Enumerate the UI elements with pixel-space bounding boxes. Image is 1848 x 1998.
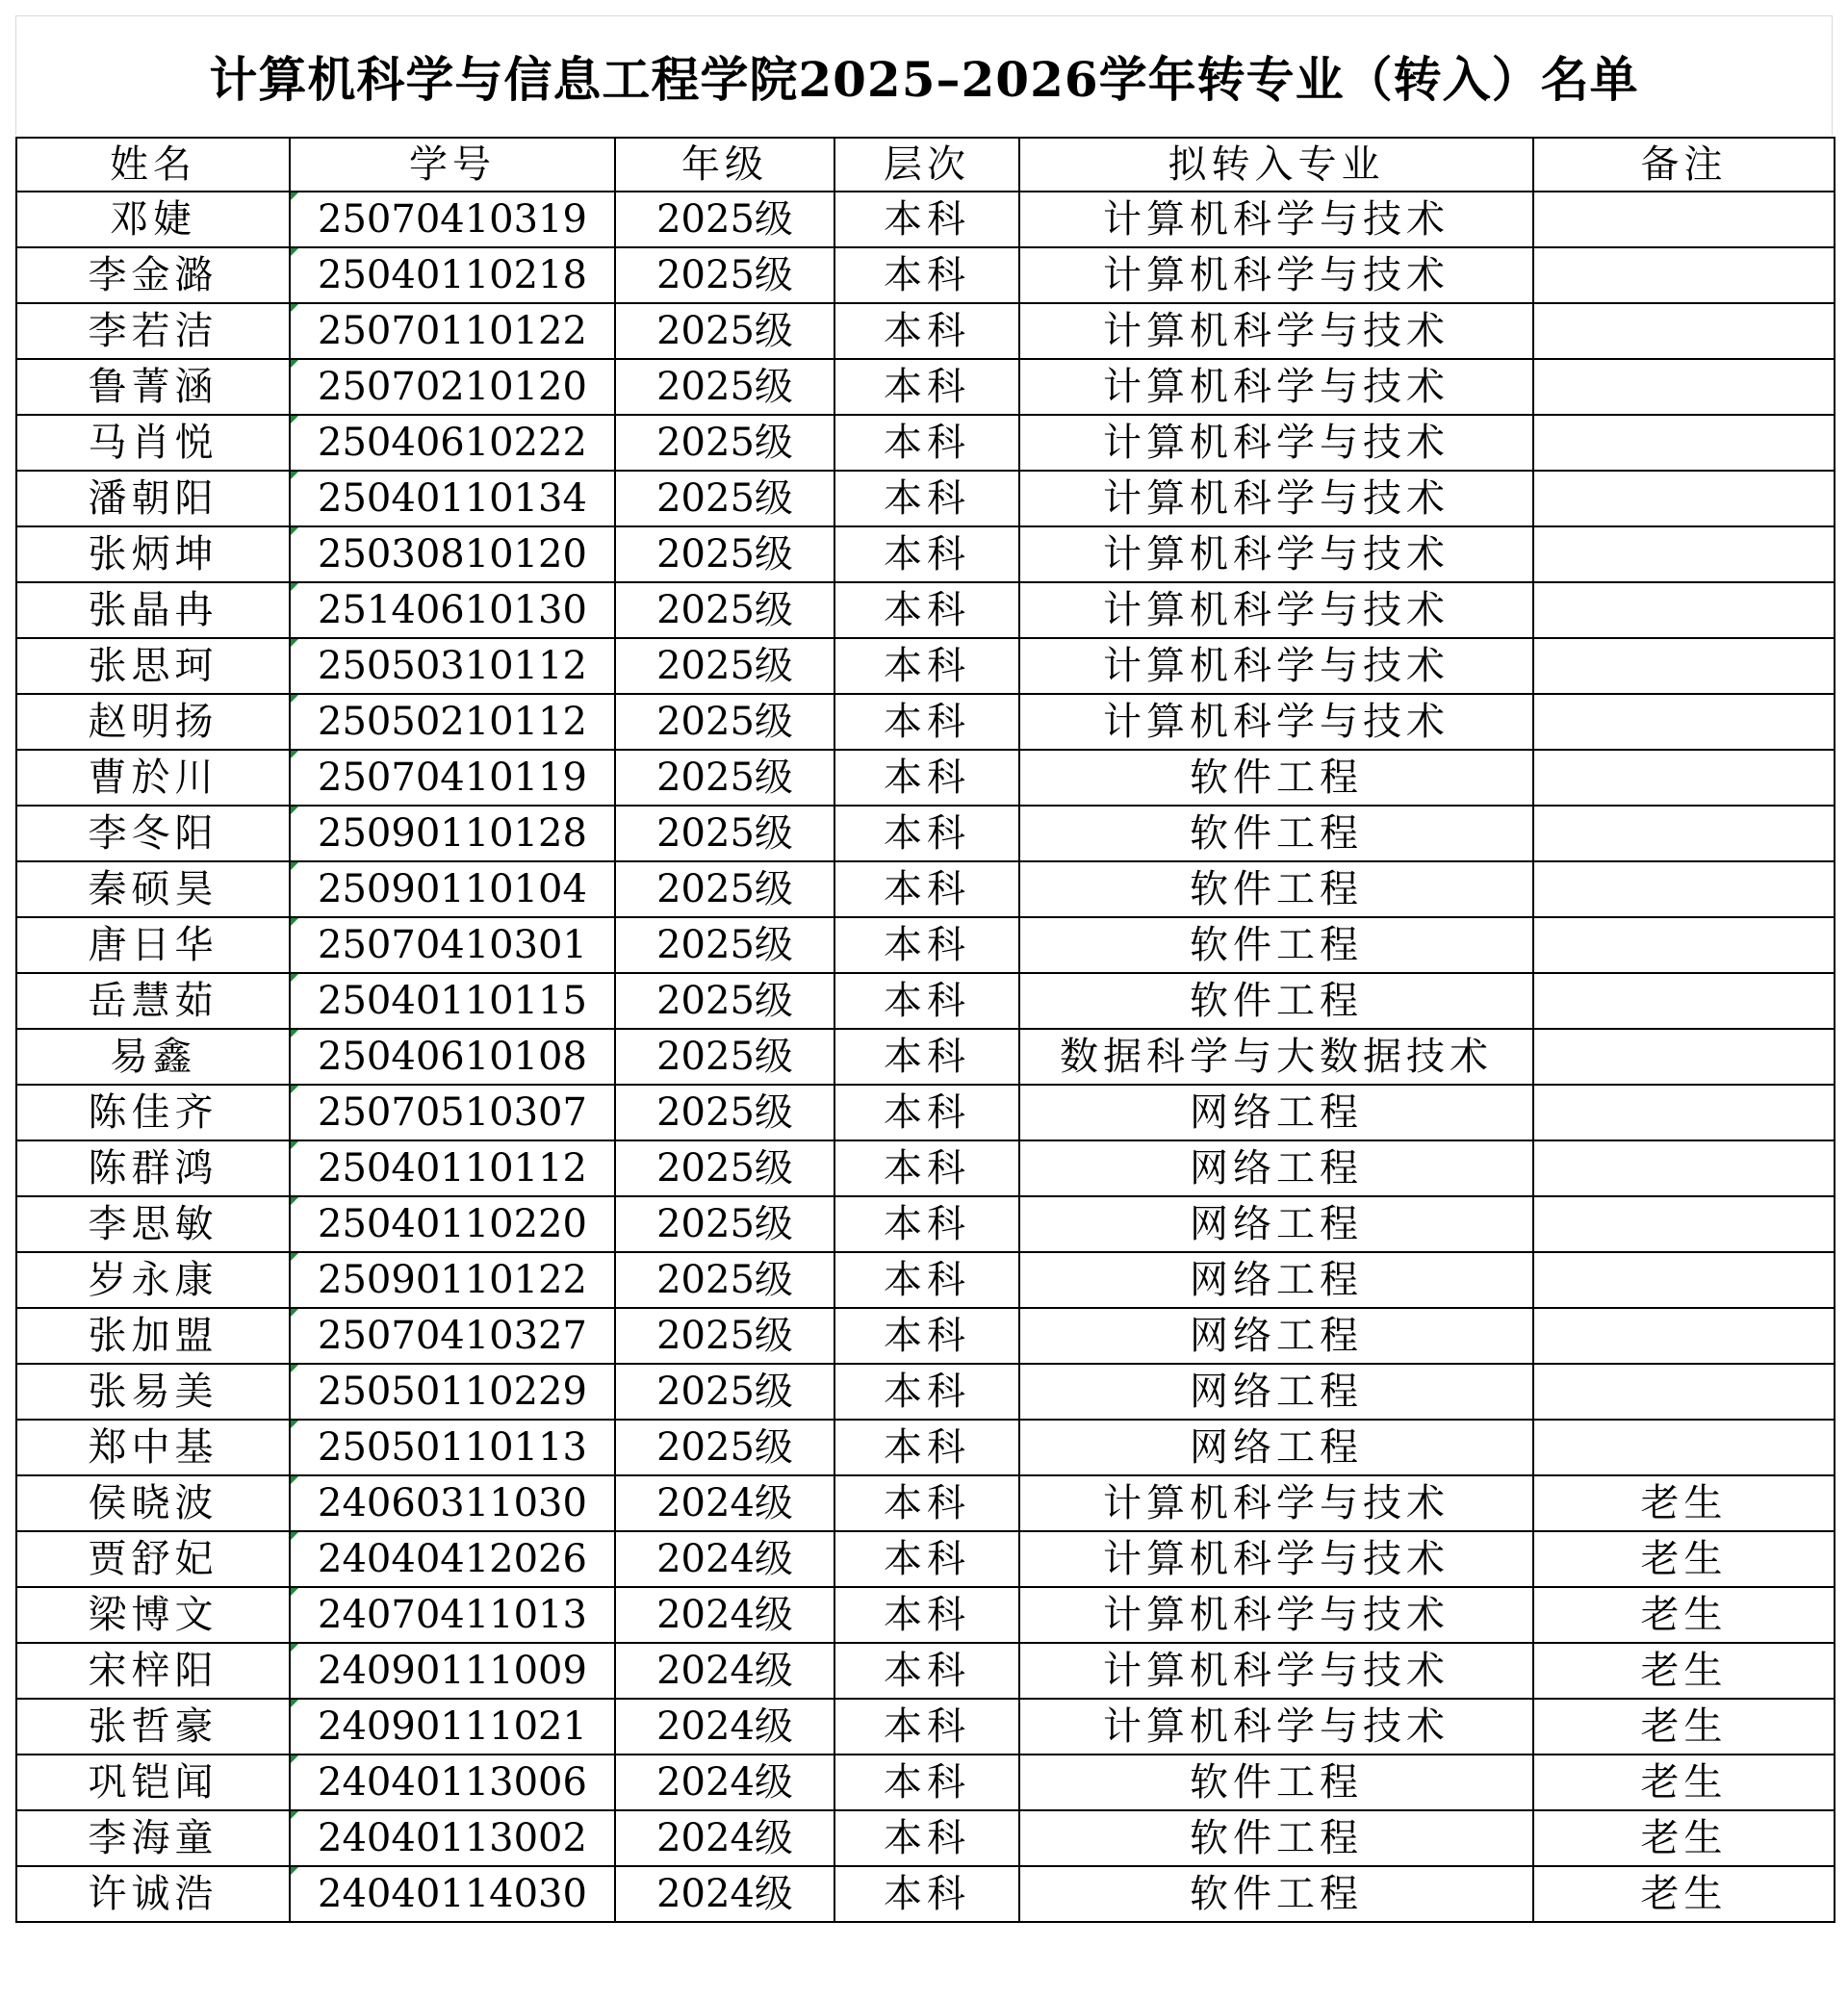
cell-remarks: 老生 bbox=[1533, 1755, 1835, 1810]
cell-grade: 2025级 bbox=[615, 1420, 834, 1475]
transfer-roster-table bbox=[15, 137, 1835, 1923]
table-row bbox=[16, 638, 1835, 694]
cell-level: 本科 bbox=[834, 1085, 1019, 1140]
cell-target-major: 计算机科学与技术 bbox=[1019, 303, 1533, 359]
cell-target-major: 数据科学与大数据技术 bbox=[1019, 1029, 1533, 1085]
cell-grade: 2025级 bbox=[615, 1140, 834, 1196]
cell-student-id: 25070410119 bbox=[290, 750, 615, 806]
cell-remarks bbox=[1533, 471, 1835, 526]
cell-grade: 2025级 bbox=[615, 526, 834, 582]
cell-level: 本科 bbox=[834, 582, 1019, 638]
cell-name: 潘朝阳 bbox=[16, 471, 290, 526]
cell-grade: 2025级 bbox=[615, 1364, 834, 1420]
cell-remarks bbox=[1533, 582, 1835, 638]
cell-target-major: 软件工程 bbox=[1019, 806, 1533, 861]
page-title: 计算机科学与信息工程学院2025–2026学年转专业（转入）名单 bbox=[209, 50, 1639, 108]
cell-target-major: 计算机科学与技术 bbox=[1019, 415, 1533, 471]
cell-level: 本科 bbox=[834, 1643, 1019, 1699]
table-row bbox=[16, 1140, 1835, 1196]
cell-target-major: 软件工程 bbox=[1019, 973, 1533, 1029]
cell-remarks bbox=[1533, 303, 1835, 359]
cell-target-major: 软件工程 bbox=[1019, 1810, 1533, 1866]
cell-student-id: 25090110128 bbox=[290, 806, 615, 861]
cell-grade: 2025级 bbox=[615, 471, 834, 526]
cell-level: 本科 bbox=[834, 917, 1019, 973]
cell-grade: 2025级 bbox=[615, 1196, 834, 1252]
cell-remarks bbox=[1533, 1420, 1835, 1475]
cell-student-id: 25040110112 bbox=[290, 1140, 615, 1196]
cell-grade: 2025级 bbox=[615, 247, 834, 303]
cell-name: 李金潞 bbox=[16, 247, 290, 303]
cell-grade: 2024级 bbox=[615, 1531, 834, 1587]
cell-grade: 2024级 bbox=[615, 1755, 834, 1810]
cell-student-id: 24090111009 bbox=[290, 1643, 615, 1699]
cell-grade: 2025级 bbox=[615, 415, 834, 471]
cell-remarks bbox=[1533, 1029, 1835, 1085]
cell-remarks bbox=[1533, 1140, 1835, 1196]
cell-level: 本科 bbox=[834, 359, 1019, 415]
cell-grade: 2025级 bbox=[615, 638, 834, 694]
cell-target-major: 网络工程 bbox=[1019, 1140, 1533, 1196]
cell-remarks bbox=[1533, 638, 1835, 694]
table-row bbox=[16, 806, 1835, 861]
cell-name: 李思敏 bbox=[16, 1196, 290, 1252]
cell-grade: 2025级 bbox=[615, 1085, 834, 1140]
cell-target-major: 软件工程 bbox=[1019, 861, 1533, 917]
cell-student-id: 24040113002 bbox=[290, 1810, 615, 1866]
cell-level: 本科 bbox=[834, 1364, 1019, 1420]
cell-student-id: 25040610108 bbox=[290, 1029, 615, 1085]
cell-level: 本科 bbox=[834, 1587, 1019, 1643]
cell-grade: 2025级 bbox=[615, 303, 834, 359]
cell-name: 马肖悦 bbox=[16, 415, 290, 471]
cell-student-id: 25090110122 bbox=[290, 1252, 615, 1308]
cell-target-major: 计算机科学与技术 bbox=[1019, 1587, 1533, 1643]
cell-level: 本科 bbox=[834, 638, 1019, 694]
table-row bbox=[16, 1587, 1835, 1643]
cell-grade: 2024级 bbox=[615, 1587, 834, 1643]
cell-name: 易鑫 bbox=[16, 1029, 290, 1085]
cell-remarks bbox=[1533, 192, 1835, 247]
table-row bbox=[16, 1308, 1835, 1364]
cell-name: 岳慧茹 bbox=[16, 973, 290, 1029]
cell-target-major: 计算机科学与技术 bbox=[1019, 1643, 1533, 1699]
cell-student-id: 24040412026 bbox=[290, 1531, 615, 1587]
cell-remarks: 老生 bbox=[1533, 1475, 1835, 1531]
cell-target-major: 计算机科学与技术 bbox=[1019, 694, 1533, 750]
cell-level: 本科 bbox=[834, 1531, 1019, 1587]
cell-student-id: 24060311030 bbox=[290, 1475, 615, 1531]
cell-student-id: 25040110115 bbox=[290, 973, 615, 1029]
cell-target-major: 计算机科学与技术 bbox=[1019, 1531, 1533, 1587]
cell-name: 侯晓波 bbox=[16, 1475, 290, 1531]
cell-grade: 2025级 bbox=[615, 917, 834, 973]
cell-target-major: 网络工程 bbox=[1019, 1420, 1533, 1475]
table-row bbox=[16, 1755, 1835, 1810]
cell-name: 张思珂 bbox=[16, 638, 290, 694]
cell-target-major: 计算机科学与技术 bbox=[1019, 247, 1533, 303]
cell-target-major: 计算机科学与技术 bbox=[1019, 192, 1533, 247]
cell-name: 陈群鸿 bbox=[16, 1140, 290, 1196]
table-row bbox=[16, 1531, 1835, 1587]
cell-level: 本科 bbox=[834, 861, 1019, 917]
table-row bbox=[16, 415, 1835, 471]
cell-level: 本科 bbox=[834, 192, 1019, 247]
cell-student-id: 25070410319 bbox=[290, 192, 615, 247]
cell-grade: 2025级 bbox=[615, 1308, 834, 1364]
cell-remarks: 老生 bbox=[1533, 1699, 1835, 1755]
cell-name: 李海童 bbox=[16, 1810, 290, 1866]
cell-remarks bbox=[1533, 415, 1835, 471]
table-header-row bbox=[16, 138, 1835, 192]
cell-name: 陈佳齐 bbox=[16, 1085, 290, 1140]
table-row bbox=[16, 1866, 1835, 1922]
cell-remarks bbox=[1533, 973, 1835, 1029]
cell-name: 巩铠闻 bbox=[16, 1755, 290, 1810]
cell-name: 张加盟 bbox=[16, 1308, 290, 1364]
cell-student-id: 25050110113 bbox=[290, 1420, 615, 1475]
cell-name: 梁博文 bbox=[16, 1587, 290, 1643]
cell-grade: 2025级 bbox=[615, 861, 834, 917]
cell-remarks bbox=[1533, 526, 1835, 582]
cell-level: 本科 bbox=[834, 1029, 1019, 1085]
column-header-target-major: 拟转入专业 bbox=[1019, 138, 1533, 192]
table-row bbox=[16, 1252, 1835, 1308]
cell-remarks bbox=[1533, 1196, 1835, 1252]
cell-grade: 2025级 bbox=[615, 359, 834, 415]
cell-target-major: 计算机科学与技术 bbox=[1019, 1475, 1533, 1531]
cell-remarks bbox=[1533, 1308, 1835, 1364]
cell-name: 邓婕 bbox=[16, 192, 290, 247]
cell-level: 本科 bbox=[834, 1308, 1019, 1364]
table-row bbox=[16, 526, 1835, 582]
table-row bbox=[16, 192, 1835, 247]
cell-student-id: 25070410327 bbox=[290, 1308, 615, 1364]
table-row bbox=[16, 1643, 1835, 1699]
cell-remarks bbox=[1533, 694, 1835, 750]
cell-name: 鲁菁涵 bbox=[16, 359, 290, 415]
cell-remarks bbox=[1533, 750, 1835, 806]
cell-grade: 2025级 bbox=[615, 192, 834, 247]
cell-student-id: 24040113006 bbox=[290, 1755, 615, 1810]
cell-target-major: 网络工程 bbox=[1019, 1085, 1533, 1140]
cell-target-major: 计算机科学与技术 bbox=[1019, 359, 1533, 415]
cell-student-id: 24040114030 bbox=[290, 1866, 615, 1922]
cell-level: 本科 bbox=[834, 1755, 1019, 1810]
cell-target-major: 计算机科学与技术 bbox=[1019, 471, 1533, 526]
cell-student-id: 25090110104 bbox=[290, 861, 615, 917]
cell-remarks: 老生 bbox=[1533, 1643, 1835, 1699]
cell-remarks bbox=[1533, 1252, 1835, 1308]
cell-name: 岁永康 bbox=[16, 1252, 290, 1308]
cell-name: 李冬阳 bbox=[16, 806, 290, 861]
table-row bbox=[16, 1475, 1835, 1531]
table-row bbox=[16, 750, 1835, 806]
cell-name: 张晶冉 bbox=[16, 582, 290, 638]
cell-grade: 2025级 bbox=[615, 1252, 834, 1308]
cell-remarks bbox=[1533, 917, 1835, 973]
cell-grade: 2024级 bbox=[615, 1810, 834, 1866]
cell-name: 唐日华 bbox=[16, 917, 290, 973]
cell-remarks bbox=[1533, 1364, 1835, 1420]
cell-name: 宋梓阳 bbox=[16, 1643, 290, 1699]
table-row bbox=[16, 973, 1835, 1029]
cell-target-major: 软件工程 bbox=[1019, 1866, 1533, 1922]
cell-student-id: 25070410301 bbox=[290, 917, 615, 973]
cell-target-major: 网络工程 bbox=[1019, 1252, 1533, 1308]
cell-remarks: 老生 bbox=[1533, 1587, 1835, 1643]
column-header-student-id: 学号 bbox=[290, 138, 615, 192]
cell-grade: 2025级 bbox=[615, 750, 834, 806]
cell-student-id: 25140610130 bbox=[290, 582, 615, 638]
cell-name: 李若洁 bbox=[16, 303, 290, 359]
cell-student-id: 25040110218 bbox=[290, 247, 615, 303]
table-row bbox=[16, 1810, 1835, 1866]
cell-level: 本科 bbox=[834, 471, 1019, 526]
cell-remarks bbox=[1533, 806, 1835, 861]
cell-student-id: 25050310112 bbox=[290, 638, 615, 694]
cell-student-id: 24070411013 bbox=[290, 1587, 615, 1643]
cell-target-major: 计算机科学与技术 bbox=[1019, 1699, 1533, 1755]
cell-remarks bbox=[1533, 1085, 1835, 1140]
cell-name: 贾舒妃 bbox=[16, 1531, 290, 1587]
cell-remarks: 老生 bbox=[1533, 1531, 1835, 1587]
table-row bbox=[16, 471, 1835, 526]
column-header-name: 姓名 bbox=[16, 138, 290, 192]
cell-level: 本科 bbox=[834, 1420, 1019, 1475]
cell-grade: 2025级 bbox=[615, 1029, 834, 1085]
table-row bbox=[16, 861, 1835, 917]
table-row bbox=[16, 917, 1835, 973]
cell-level: 本科 bbox=[834, 1140, 1019, 1196]
cell-level: 本科 bbox=[834, 1810, 1019, 1866]
cell-level: 本科 bbox=[834, 973, 1019, 1029]
table-row bbox=[16, 1420, 1835, 1475]
cell-student-id: 25040110220 bbox=[290, 1196, 615, 1252]
cell-level: 本科 bbox=[834, 303, 1019, 359]
cell-name: 曹於川 bbox=[16, 750, 290, 806]
cell-remarks bbox=[1533, 359, 1835, 415]
cell-level: 本科 bbox=[834, 1196, 1019, 1252]
cell-target-major: 网络工程 bbox=[1019, 1196, 1533, 1252]
table-row bbox=[16, 694, 1835, 750]
cell-level: 本科 bbox=[834, 415, 1019, 471]
column-header-grade: 年级 bbox=[615, 138, 834, 192]
cell-student-id: 25040610222 bbox=[290, 415, 615, 471]
cell-target-major: 软件工程 bbox=[1019, 750, 1533, 806]
cell-name: 许诚浩 bbox=[16, 1866, 290, 1922]
cell-level: 本科 bbox=[834, 1699, 1019, 1755]
cell-target-major: 计算机科学与技术 bbox=[1019, 638, 1533, 694]
cell-name: 赵明扬 bbox=[16, 694, 290, 750]
table-row bbox=[16, 1364, 1835, 1420]
cell-student-id: 25030810120 bbox=[290, 526, 615, 582]
cell-grade: 2024级 bbox=[615, 1699, 834, 1755]
cell-target-major: 计算机科学与技术 bbox=[1019, 526, 1533, 582]
cell-target-major: 计算机科学与技术 bbox=[1019, 582, 1533, 638]
table-row bbox=[16, 582, 1835, 638]
column-header-remarks: 备注 bbox=[1533, 138, 1835, 192]
cell-remarks bbox=[1533, 861, 1835, 917]
cell-grade: 2025级 bbox=[615, 694, 834, 750]
cell-level: 本科 bbox=[834, 247, 1019, 303]
cell-target-major: 网络工程 bbox=[1019, 1308, 1533, 1364]
title-bar bbox=[15, 15, 1833, 135]
cell-name: 张炳坤 bbox=[16, 526, 290, 582]
cell-target-major: 软件工程 bbox=[1019, 1755, 1533, 1810]
cell-student-id: 25070510307 bbox=[290, 1085, 615, 1140]
cell-level: 本科 bbox=[834, 806, 1019, 861]
cell-student-id: 25040110134 bbox=[290, 471, 615, 526]
column-header-level: 层次 bbox=[834, 138, 1019, 192]
cell-remarks: 老生 bbox=[1533, 1810, 1835, 1866]
table-row bbox=[16, 247, 1835, 303]
cell-student-id: 25050110229 bbox=[290, 1364, 615, 1420]
cell-student-id: 25070110122 bbox=[290, 303, 615, 359]
table-row bbox=[16, 1196, 1835, 1252]
cell-grade: 2024级 bbox=[615, 1643, 834, 1699]
cell-grade: 2024级 bbox=[615, 1866, 834, 1922]
cell-level: 本科 bbox=[834, 1252, 1019, 1308]
table-row bbox=[16, 303, 1835, 359]
table-row bbox=[16, 359, 1835, 415]
cell-level: 本科 bbox=[834, 750, 1019, 806]
cell-target-major: 网络工程 bbox=[1019, 1364, 1533, 1420]
cell-remarks: 老生 bbox=[1533, 1866, 1835, 1922]
table-body bbox=[16, 192, 1835, 1922]
cell-name: 郑中基 bbox=[16, 1420, 290, 1475]
table-row bbox=[16, 1699, 1835, 1755]
cell-target-major: 软件工程 bbox=[1019, 917, 1533, 973]
cell-level: 本科 bbox=[834, 1866, 1019, 1922]
cell-level: 本科 bbox=[834, 1475, 1019, 1531]
cell-name: 秦硕昊 bbox=[16, 861, 290, 917]
cell-grade: 2024级 bbox=[615, 1475, 834, 1531]
cell-student-id: 24090111021 bbox=[290, 1699, 615, 1755]
table-row bbox=[16, 1085, 1835, 1140]
cell-name: 张哲豪 bbox=[16, 1699, 290, 1755]
cell-grade: 2025级 bbox=[615, 806, 834, 861]
cell-level: 本科 bbox=[834, 694, 1019, 750]
table-row bbox=[16, 1029, 1835, 1085]
cell-grade: 2025级 bbox=[615, 973, 834, 1029]
cell-name: 张易美 bbox=[16, 1364, 290, 1420]
cell-remarks bbox=[1533, 247, 1835, 303]
cell-level: 本科 bbox=[834, 526, 1019, 582]
cell-grade: 2025级 bbox=[615, 582, 834, 638]
cell-student-id: 25050210112 bbox=[290, 694, 615, 750]
cell-student-id: 25070210120 bbox=[290, 359, 615, 415]
